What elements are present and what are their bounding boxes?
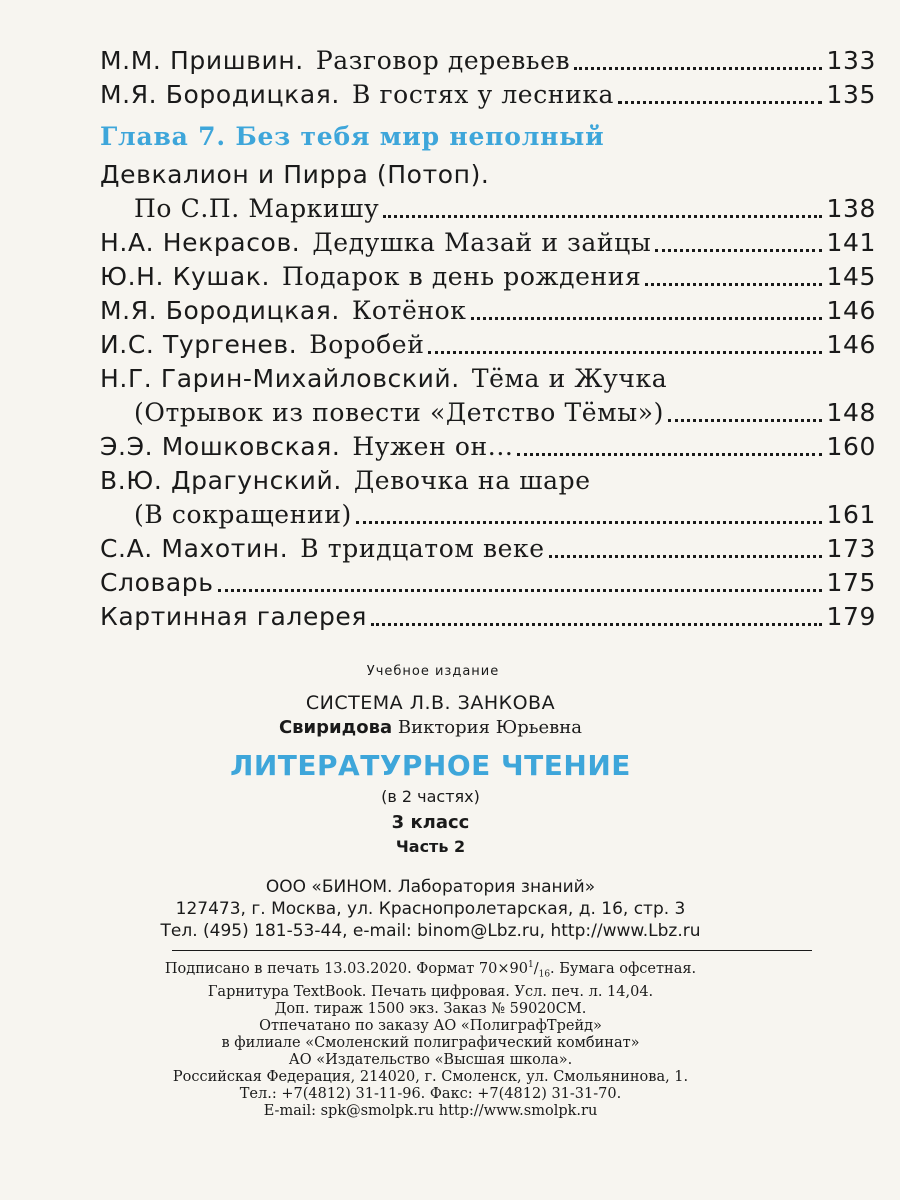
toc-title: По С.П. Маркишу	[134, 194, 380, 223]
toc-entry-continuation	[100, 396, 876, 430]
toc-author: И.С. Тургенев.	[100, 330, 298, 359]
toc-page: 145	[826, 262, 876, 291]
toc-leader	[517, 453, 822, 456]
series-name: СИСТЕМА Л.В. ЗАНКОВА	[305, 692, 556, 714]
toc-title: Разговор деревьев	[315, 46, 571, 75]
toc-entry-continuation	[100, 498, 876, 532]
toc-title: В тридцатом веке	[300, 534, 545, 563]
toc-page: 141	[826, 228, 876, 257]
toc-entry	[100, 566, 876, 600]
toc-entry	[100, 600, 876, 634]
toc-entry	[100, 328, 876, 362]
toc-leader	[428, 351, 822, 354]
toc-title: Картинная галерея	[100, 602, 368, 631]
toc-author: В.Ю. Драгунский.	[100, 466, 342, 495]
toc-author: М.Я. Бородицкая.	[100, 296, 340, 325]
toc-title: Котёнок	[351, 296, 467, 325]
toc-title: (Отрывок из повести «Детство Тёмы»)	[134, 398, 664, 427]
toc-author: Э.Э. Мошковская.	[100, 432, 341, 461]
toc-title: Девочка на шаре	[353, 466, 591, 495]
toc-title: Дедушка Мазай и зайцы	[312, 228, 652, 257]
toc-leader	[655, 249, 822, 252]
print-line: АО «Издательство «Высшая школа».	[288, 1051, 573, 1068]
toc-leader	[218, 589, 823, 592]
print-text: Подписано в печать 13.03.2020. Формат 70×90	[164, 960, 528, 977]
toc-author: М.Я. Бородицкая.	[100, 80, 340, 109]
toc-entry	[100, 44, 876, 78]
toc-page: 135	[826, 80, 876, 109]
toc-entry	[100, 78, 876, 112]
table-of-contents	[100, 44, 876, 634]
imprint-block	[100, 662, 876, 1120]
toc-entry	[100, 532, 876, 566]
print-line: Российская Федерация, 214020, г. Смоленск, ул. Смольянинова, 1.	[172, 1068, 689, 1085]
toc-leader	[645, 283, 822, 286]
publisher-address: 127473, г. Москва, ул. Краснопролетарская, д. 16, стр. 3	[175, 899, 686, 919]
toc-title: (В сокращении)	[134, 500, 352, 529]
print-line: в филиале «Смоленский полиграфический комбинат»	[221, 1034, 640, 1051]
author-surname: Свиридова	[278, 717, 393, 738]
chapter-heading: Глава 7. Без тебя мир неполный	[100, 122, 605, 151]
toc-author: Н.Г. Гарин-Михайловский.	[100, 364, 460, 393]
toc-entry	[100, 464, 876, 498]
toc-title: Словарь	[100, 568, 214, 597]
toc-page: 148	[826, 398, 876, 427]
toc-page: 179	[826, 602, 876, 631]
toc-leader	[471, 317, 823, 320]
toc-leader	[383, 215, 822, 218]
toc-title: Воробей	[309, 330, 425, 359]
print-line: Гарнитура TextBook. Печать цифровая. Усл. печ. л. 14,04.	[207, 983, 654, 1000]
toc-entry	[100, 260, 876, 294]
toc-page: 138	[826, 194, 876, 223]
toc-entry	[100, 430, 876, 464]
edition-type: Учебное издание	[366, 664, 500, 679]
toc-page: 146	[826, 330, 876, 359]
author-line	[0, 716, 876, 740]
print-line: Тел.: +7(4812) 31-11-96. Факс: +7(4812) 31-31-70.	[239, 1085, 622, 1102]
toc-entry	[100, 362, 876, 396]
toc-leader	[356, 521, 823, 524]
print-line: E-mail: spk@smolpk.ru http://www.smolpk.ru	[263, 1102, 598, 1119]
toc-author: М.М. Пришвин.	[100, 46, 304, 75]
toc-author: Н.А. Некрасов.	[100, 228, 301, 257]
divider	[172, 950, 812, 951]
publisher-name: ООО «БИНОМ. Лаборатория знаний»	[265, 877, 596, 897]
toc-page: 161	[826, 500, 876, 529]
book-grade: 3 класс	[391, 812, 470, 833]
book-parts: (в 2 частях)	[381, 787, 480, 806]
toc-title: Тёма и Жучка	[471, 364, 668, 393]
toc-page: 160	[826, 432, 876, 461]
book-title: ЛИТЕРАТУРНОЕ ЧТЕНИЕ	[230, 749, 631, 782]
print-line: Отпечатано по заказу АО «ПолиграфТрейд»	[259, 1017, 602, 1034]
toc-title: Девкалион и Пирра (Потоп).	[100, 160, 490, 189]
toc-title: В гостях у лесника	[351, 80, 615, 109]
publisher-contacts: Тел. (495) 181-53-44, e-mail: binom@Lbz.ru, http://www.Lbz.ru	[160, 921, 701, 941]
format-numerator: 1	[527, 960, 534, 970]
toc-leader	[549, 555, 823, 558]
toc-author: С.А. Махотин.	[100, 534, 289, 563]
print-text: /	[533, 960, 539, 977]
toc-leader	[371, 623, 822, 626]
toc-title: Нужен он...	[352, 432, 514, 461]
toc-author: Ю.Н. Кушак.	[100, 262, 271, 291]
toc-page: 173	[826, 534, 876, 563]
book-part: Часть 2	[395, 837, 466, 856]
toc-entry	[100, 226, 876, 260]
print-text: . Бумага офсетная.	[550, 960, 697, 977]
toc-leader	[618, 101, 822, 104]
toc-page: 175	[826, 568, 876, 597]
author-names: Виктория Юрьевна	[397, 717, 583, 738]
toc-entry	[100, 158, 876, 192]
toc-page: 146	[826, 296, 876, 325]
toc-leader	[668, 419, 823, 422]
toc-leader	[574, 67, 822, 70]
print-details	[0, 957, 876, 1120]
toc-entry-continuation	[100, 192, 876, 226]
toc-title: Подарок в день рождения	[282, 262, 642, 291]
toc-page: 133	[826, 46, 876, 75]
format-denominator: 16	[538, 969, 551, 980]
print-line: Доп. тираж 1500 экз. Заказ № 59020СМ.	[274, 1000, 587, 1017]
toc-entry	[100, 294, 876, 328]
print-line	[0, 957, 876, 984]
